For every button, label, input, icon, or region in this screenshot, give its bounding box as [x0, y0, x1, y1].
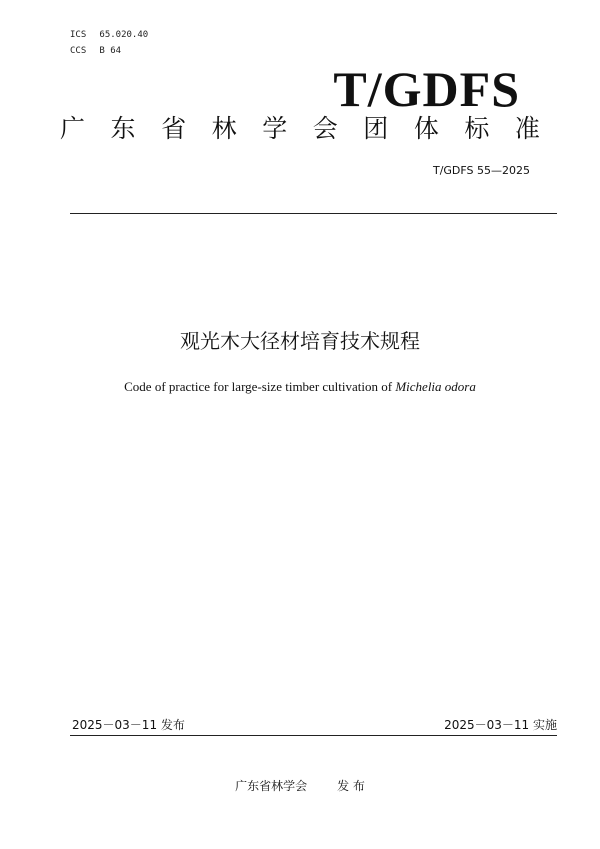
implement-date: 2025－03－11 实施	[444, 718, 557, 732]
title-en-prefix: Code of practice for large-size timber cultivation of	[124, 379, 396, 394]
org-char: 广	[60, 114, 86, 143]
footer-divider	[70, 735, 557, 736]
document-title-en	[0, 379, 600, 395]
release-date: 2025－03－11 发布	[72, 718, 185, 732]
issue-label: 发 布	[337, 779, 365, 793]
standard-logo: T/GDFS	[333, 61, 520, 117]
ccs-line	[70, 45, 121, 57]
standard-code: T/GDFS 55—2025	[432, 164, 530, 177]
ics-code: 65.020.40	[99, 30, 149, 40]
org-char: 林	[211, 114, 237, 143]
ccs-code: B 64	[99, 46, 122, 56]
org-char: 学	[262, 114, 288, 143]
ccs-label: CCS	[70, 46, 87, 56]
org-char: 准	[514, 114, 540, 143]
ics-line	[70, 29, 148, 41]
title-en-species: Michelia odora	[395, 379, 476, 394]
org-char: 标	[464, 114, 490, 143]
organization-title	[60, 112, 540, 146]
org-char: 省	[161, 114, 187, 143]
issuer-line	[0, 777, 600, 794]
document-title-cn: 观光木大径材培育技术规程	[180, 329, 420, 353]
org-char: 体	[413, 114, 439, 143]
issuer-name: 广东省林学会	[235, 779, 308, 793]
org-char: 东	[110, 114, 136, 143]
ics-label: ICS	[70, 30, 87, 40]
org-char: 会	[312, 114, 338, 143]
header-divider	[70, 213, 557, 214]
org-char: 团	[363, 114, 389, 143]
